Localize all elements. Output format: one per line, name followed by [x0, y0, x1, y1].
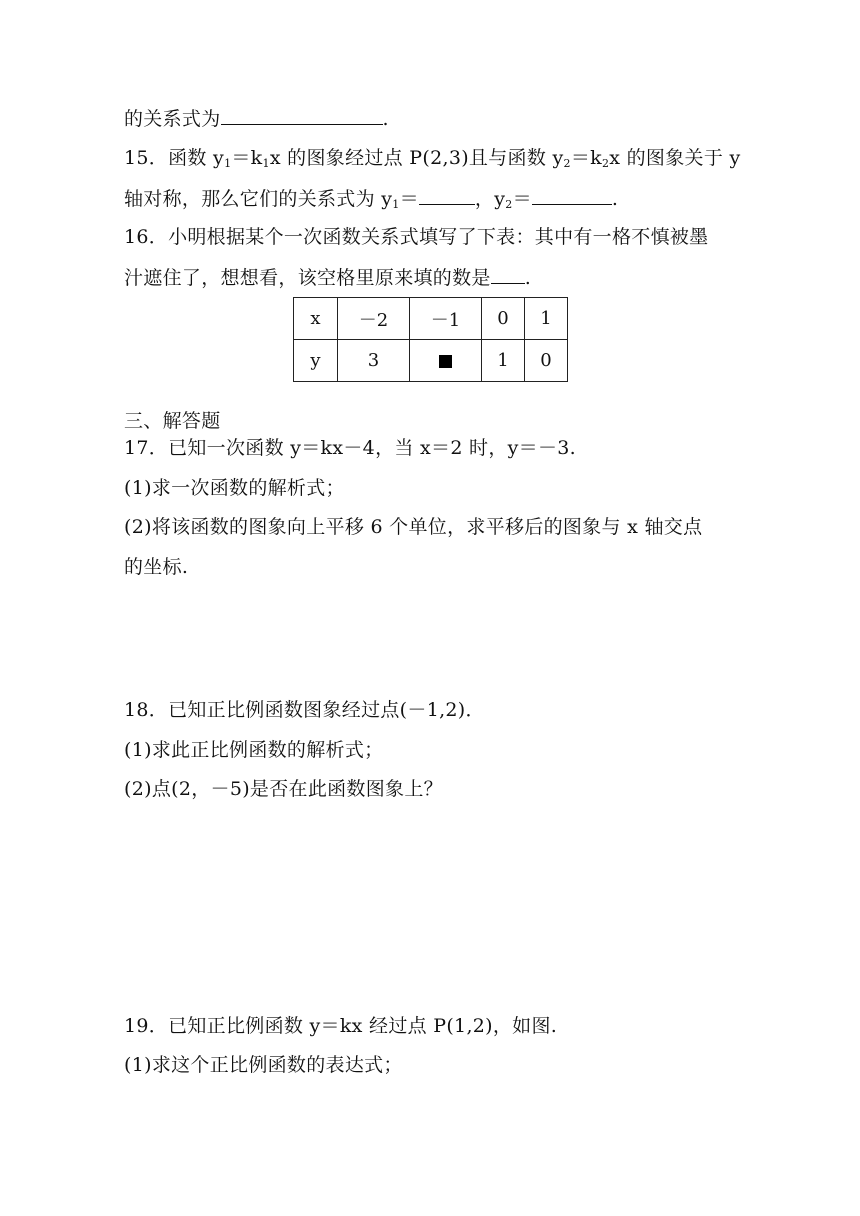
table-cell: 1	[525, 298, 568, 340]
q17-stem: 17．已知一次函数 y＝kx－4，当 x＝2 时，y＝－3.	[124, 437, 577, 459]
table-cell: 1	[482, 340, 525, 382]
q15-text-a: 15．函数 y	[124, 147, 225, 169]
q15-y1-blank[interactable]	[419, 186, 475, 205]
q15-y2-blank[interactable]	[532, 186, 612, 205]
q16-value-table	[293, 297, 568, 382]
q16-line2-end: .	[524, 267, 532, 289]
ink-blot-square-icon	[439, 355, 452, 368]
q18-part2: (2)点(2，－5)是否在此函数图象上？	[124, 778, 443, 800]
q17-part2-line1: (2)将该函数的图象向上平移 6 个单位，求平移后的图象与 x 轴交点	[124, 516, 703, 538]
q17-part1: (1)求一次函数的解析式；	[124, 477, 345, 499]
q18-stem: 18．已知正比例函数图象经过点(－1,2)．	[124, 699, 485, 721]
q18-part1: (1)求此正比例函数的解析式；	[124, 739, 384, 761]
q15-text-d: ＝k	[570, 147, 602, 169]
q15-sub1: 1	[224, 157, 232, 170]
table-cell: 0	[525, 340, 568, 382]
hidden-cell	[410, 340, 482, 382]
q16-line2-text: 汁遮住了，想想看，该空格里原来填的数是	[124, 267, 491, 289]
q15-line2	[124, 186, 618, 211]
q15-sub3: 2	[563, 157, 571, 170]
q15-line2-text-c: ，y	[474, 188, 506, 210]
q15-line2-end: .	[611, 188, 619, 210]
q15-line1	[124, 146, 741, 170]
q14-answer-blank[interactable]	[221, 106, 383, 125]
q15-text-e: x 的图象关于 y	[609, 147, 741, 169]
table-cell: －2	[338, 298, 410, 340]
table-cell: y	[294, 340, 338, 382]
q14-tail-line	[124, 106, 389, 131]
q16-line1: 16．小明根据某个一次函数关系式填写了下表：其中有一格不慎被墨	[124, 226, 709, 248]
table-row-y	[294, 340, 568, 382]
q15-sub6: 2	[505, 198, 513, 211]
q16-line2	[124, 265, 531, 290]
q15-sub5: 1	[392, 198, 400, 211]
q15-sub2: 1	[262, 157, 270, 170]
q15-line2-text-b: ＝	[399, 188, 419, 210]
q15-text-b: ＝k	[231, 147, 263, 169]
table-cell: 3	[338, 340, 410, 382]
q15-line2-text-d: ＝	[512, 188, 532, 210]
q15-line2-text-a: 轴对称，那么它们的关系式为 y	[124, 188, 393, 210]
q15-sub4: 2	[601, 157, 610, 170]
section-heading: 三、解答题	[124, 410, 221, 432]
q19-stem: 19．已知正比例函数 y＝kx 经过点 P(1,2)，如图.	[124, 1015, 558, 1037]
q17-part2-line2: 的坐标.	[124, 556, 189, 578]
q19-part1: (1)求这个正比例函数的表达式；	[124, 1054, 403, 1076]
q16-answer-blank[interactable]	[491, 265, 525, 284]
table-cell: x	[294, 298, 338, 340]
table-cell: 0	[482, 298, 525, 340]
table-cell: －1	[410, 298, 482, 340]
q14-tail-text: 的关系式为	[124, 108, 221, 130]
q14-tail-end: .	[382, 108, 389, 130]
q15-text-c: x 的图象经过点 P(2,3)且与函数 y	[269, 147, 564, 169]
table-row-x	[294, 298, 568, 340]
